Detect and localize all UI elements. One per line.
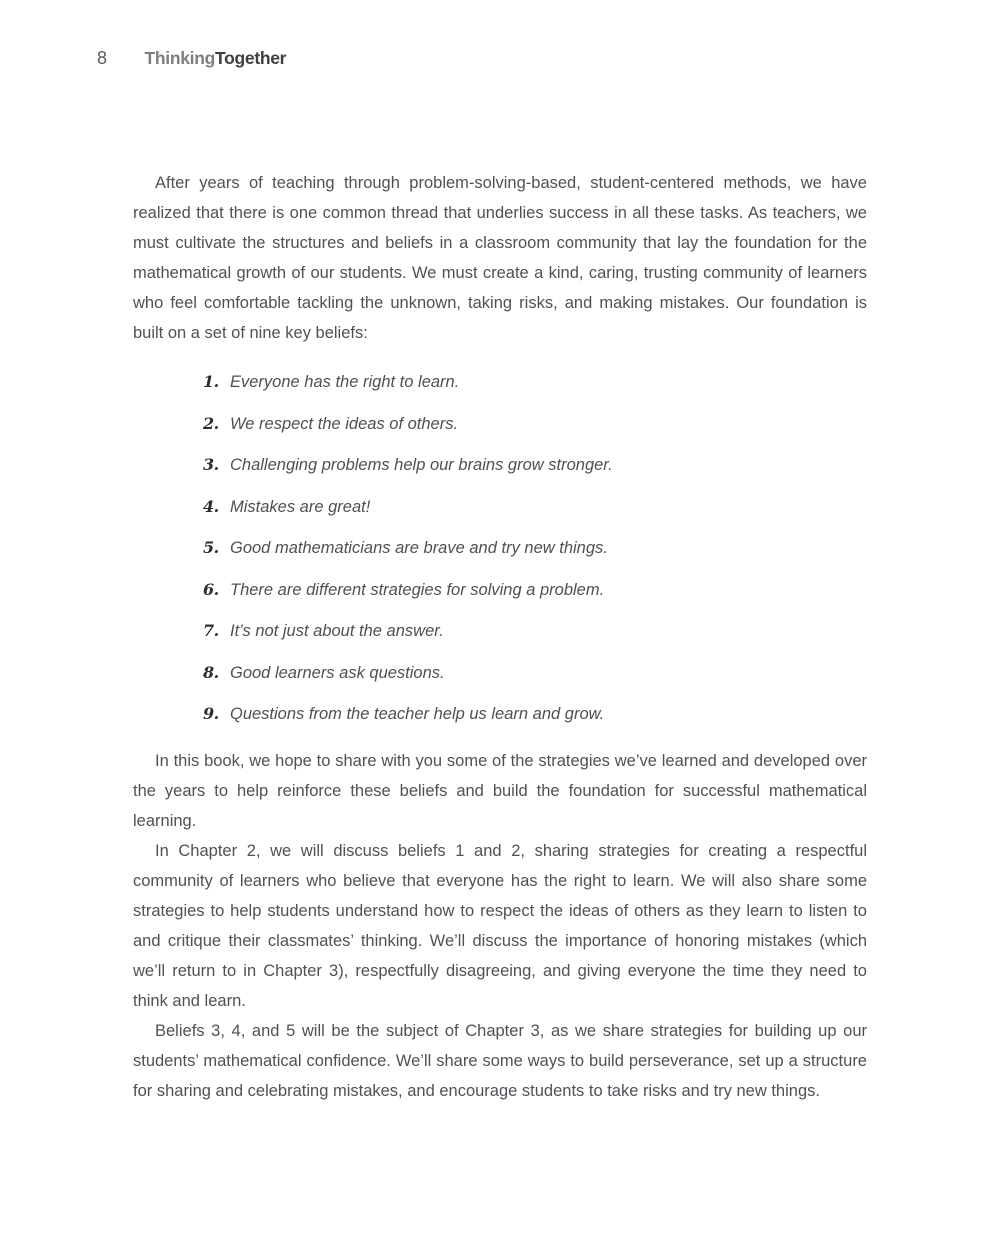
belief-number: 4. [203, 496, 219, 516]
belief-number: 1. [203, 372, 219, 391]
paragraph-chapter-3: Beliefs 3, 4, and 5 will be the subject of Chapter 3, as we share strategies for building up our students’ mathematical confidence. We’ll share some ways to build perseverance, set up a structure for sharing and celebrating mistakes, and encourage students to take risks and try new things. [133, 1022, 867, 1100]
belief-text: Good mathematicians are brave and try new things. [230, 539, 608, 557]
belief-number: 8. [203, 662, 219, 682]
belief-text: Mistakes are great! [230, 497, 371, 516]
belief-item-6 [203, 575, 867, 605]
belief-text: It’s not just about the answer. [230, 622, 444, 640]
body-text-block [133, 168, 867, 1106]
belief-item-4 [203, 492, 867, 522]
belief-number: 7. [203, 621, 219, 640]
belief-number: 9. [203, 704, 219, 723]
running-head [145, 48, 287, 69]
beliefs-list [133, 367, 867, 729]
belief-number: 6. [203, 579, 219, 599]
running-head-thinking: Thinking [144, 48, 216, 68]
page-header [97, 48, 903, 69]
belief-number: 2. [203, 413, 219, 433]
belief-text: Good learners ask questions. [230, 663, 445, 682]
belief-text: We respect the ideas of others. [230, 414, 459, 433]
belief-text: Questions from the teacher help us learn and grow. [230, 705, 605, 723]
running-head-together: Together [215, 48, 287, 68]
belief-number: 3. [203, 455, 219, 474]
belief-item-1 [203, 367, 867, 397]
belief-item-2 [203, 409, 867, 439]
page-number: 8 [97, 48, 108, 68]
belief-item-9 [203, 699, 867, 729]
belief-item-8 [203, 658, 867, 688]
belief-item-5 [203, 533, 867, 563]
belief-text: There are different strategies for solving a problem. [230, 580, 605, 599]
paragraph-chapter-2: In Chapter 2, we will discuss beliefs 1 and 2, sharing strategies for creating a respectful community of learners who believe that everyone has the right to learn. We will also share some strategies to help students understand how to respect the ideas of others as they learn to listen to and critique their classmates’ thinking. We’ll discuss the importance of honoring mistakes (which we’ll return to in Chapter 3), respectfully disagreeing, and giving everyone the time they need to think and learn. [133, 842, 867, 1010]
belief-number: 5. [203, 538, 219, 557]
belief-item-3 [203, 450, 867, 480]
belief-text: Everyone has the right to learn. [230, 373, 460, 391]
belief-item-7 [203, 616, 867, 646]
paragraph-intro: After years of teaching through problem-solving-based, student-centered methods, we have realized that there is one common thread that underlies success in all these tasks. As teachers, we must cultivate the structures and beliefs in a classroom community that lay the foundation for the mathematical growth of our students. We must create a kind, caring, trusting community of learners who feel comfortable tackling the unknown, taking risks, and making mistakes. Our foundation is built on a set of nine key beliefs: [133, 174, 867, 342]
paragraph-in-this-book: In this book, we hope to share with you some of the strategies we’ve learned and developed over the years to help reinforce these beliefs and build the foundation for successful mathematical learning. [133, 752, 867, 830]
belief-text: Challenging problems help our brains grow stronger. [230, 456, 613, 474]
